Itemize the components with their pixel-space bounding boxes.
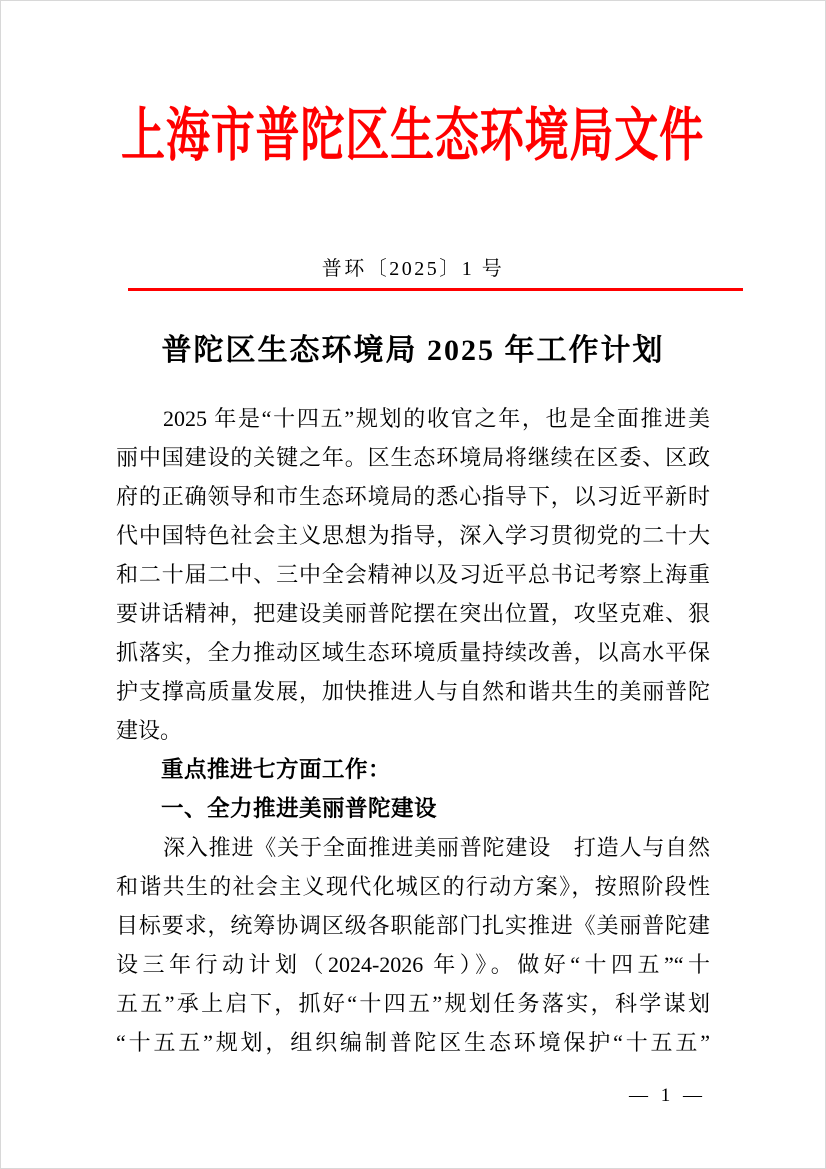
- text-line: 府的正确领导和市生态环境局的悉心指导下，以习近平新时: [116, 484, 710, 509]
- section-1-heading: 一、全力推进美丽普陀建设: [161, 796, 438, 821]
- page-number: — 1 —: [629, 1085, 706, 1106]
- text-line: 深入推进《关于全面推进美丽普陀建设 打造人与自然: [163, 835, 710, 860]
- text-line: 和二十届二中、三中全会精神以及习近平总书记考察上海重: [116, 562, 710, 587]
- text-line: 建设。: [116, 718, 183, 743]
- text-line: 代中国特色社会主义思想为指导，深入学习贯彻党的二十大: [116, 523, 710, 548]
- text-line: “十五五”规划，组织编制普陀区生态环境保护“十五五”: [116, 1030, 710, 1055]
- text-line: 丽中国建设的关键之年。区生态环境局将继续在区委、区政: [116, 445, 710, 470]
- text-line: 2025 年是“十四五”规划的收官之年，也是全面推进美: [163, 406, 710, 431]
- section-lead-heading: 重点推进七方面工作：: [161, 757, 392, 782]
- agency-header-title: 上海市普陀区生态环境局文件: [121, 103, 705, 168]
- text-line: 和谐共生的社会主义现代化城区的行动方案》，按照阶段性: [116, 874, 710, 899]
- document-header: [0, 103, 826, 184]
- document-title: 普陀区生态环境局 2025 年工作计划: [161, 334, 665, 367]
- red-divider-line: [128, 288, 743, 291]
- text-line: 要讲话精神，把建设美丽普陀摆在突出位置，攻坚克难、狠: [116, 601, 710, 626]
- paragraph-intro: [116, 399, 710, 750]
- document-body: [116, 399, 710, 1062]
- text-line: 抓落实，全力推动区域生态环境质量持续改善，以高水平保: [116, 640, 710, 665]
- document-number: 普环〔2025〕1 号: [321, 258, 505, 280]
- paragraph-section-1: [116, 828, 710, 1062]
- text-line: 目标要求，统筹协调区级各职能部门扎实推进《美丽普陀建: [116, 913, 710, 938]
- text-line: 五五”承上启下，抓好“十四五”规划任务落实，科学谋划: [116, 991, 710, 1016]
- text-line: 护支撑高质量发展，加快推进人与自然和谐共生的美丽普陀: [116, 679, 710, 704]
- text-line: 设三年行动计划（2024-2026 年）》。做好“十四五”“十: [116, 952, 710, 977]
